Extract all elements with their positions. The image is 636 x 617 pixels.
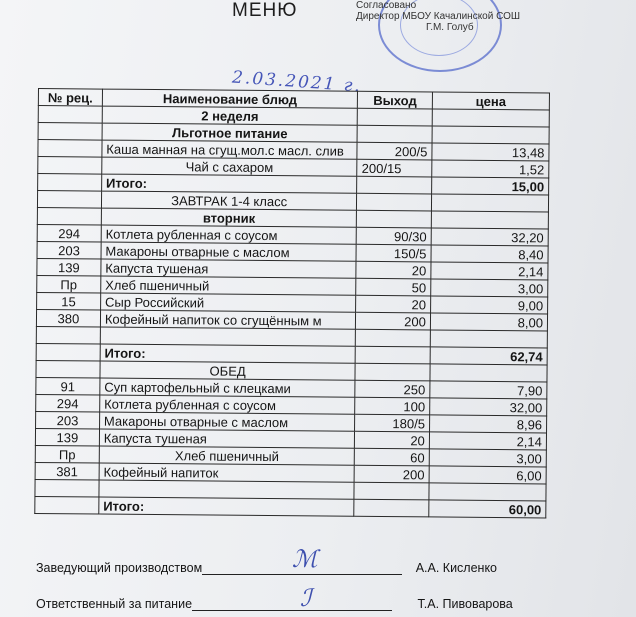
document-title: МЕНЮ: [232, 0, 298, 21]
approval-block: [356, 0, 586, 33]
dish-name: Чай с сахаром: [102, 157, 358, 176]
signature-role: Ответственный за питание: [36, 597, 193, 611]
dish-name: Каша манная на сгущ.мол.с масл. слив: [102, 140, 358, 159]
dish-price: 2,14: [429, 432, 546, 450]
approval-line: Согласовано: [356, 0, 417, 11]
recipe-number: 139: [35, 428, 99, 446]
dish-output: 150/5: [356, 244, 431, 262]
dish-price: 8,96: [429, 415, 546, 433]
dish-price: 7,90: [430, 381, 547, 399]
recipe-number: Пр: [35, 445, 99, 463]
lunch-title: ОБЕД: [100, 361, 356, 380]
dish-output: 90/30: [357, 227, 432, 245]
total-label: Итого:: [100, 344, 356, 363]
dish-name: Макароны отварные с маслом: [99, 412, 355, 431]
dish-name: Кофейный напиток со сгущённым м: [100, 310, 356, 329]
dish-output: 200: [356, 312, 431, 330]
signature-person: А.А. Кисленко: [415, 561, 498, 575]
handwritten-date: 2.03.2021 г.: [231, 67, 363, 97]
col-header-recipe: № рец.: [38, 89, 102, 107]
col-header-name: Наименование блюд: [102, 89, 358, 108]
dish-price: 3,00: [431, 279, 548, 297]
dish-price: 2,14: [431, 262, 548, 280]
signature-line-production: [36, 561, 497, 575]
signature-line-responsible: [36, 597, 513, 611]
dish-price: 3,00: [429, 449, 546, 467]
menu-table: [34, 88, 550, 518]
recipe-number: 294: [36, 394, 100, 412]
handwritten-signature: ℳ: [292, 545, 318, 573]
dish-price: 6,00: [429, 466, 546, 484]
dish-output: 20: [356, 295, 431, 313]
dish-name: Сыр Российский: [100, 293, 356, 312]
dish-price: 8,00: [430, 313, 547, 331]
total-label: Итого:: [99, 497, 355, 516]
dish-name: Котлета рубленная с соусом: [100, 395, 356, 414]
dish-name: Капуста тушеная: [99, 429, 355, 448]
dish-output: 250: [355, 380, 430, 398]
total-value: 60,00: [429, 500, 546, 518]
dish-price: 8,40: [431, 245, 548, 263]
week-label: 2 неделя: [102, 106, 358, 125]
benefit-title: Льготное питание: [102, 123, 358, 142]
dish-output: 200/15: [357, 159, 432, 177]
dish-name: Хлеб пшеничный: [99, 446, 355, 465]
dish-name: Хлеб пшеничный: [101, 276, 357, 295]
recipe-number: 380: [36, 309, 100, 327]
dish-price: 13,48: [432, 143, 549, 161]
approval-line: Директор МБОУ Качалинской СОШ: [356, 11, 521, 22]
signature-role: Заведующий производством: [36, 561, 203, 575]
total-label: Итого:: [101, 174, 357, 193]
col-header-output: Выход: [358, 91, 433, 109]
breakfast-title: ЗАВТРАК 1-4 класс: [101, 191, 357, 210]
dish-output: 50: [356, 278, 431, 296]
dish-price: 1,52: [432, 160, 549, 178]
dish-price: 32,00: [430, 398, 547, 416]
col-header-price: цена: [432, 92, 549, 110]
day-label: вторник: [101, 208, 357, 227]
dish-name: Макароны отварные с маслом: [101, 242, 357, 261]
dish-output: 180/5: [355, 414, 430, 432]
dish-output: 60: [355, 448, 430, 466]
total-value: 15,00: [431, 177, 548, 195]
recipe-number: 203: [37, 241, 101, 259]
recipe-number: 15: [37, 292, 101, 310]
dish-output: 100: [355, 397, 430, 415]
recipe-number: 91: [36, 377, 100, 395]
recipe-number: 381: [35, 462, 99, 480]
table-row: [35, 496, 546, 517]
total-value: 62,74: [430, 347, 547, 365]
dish-name: Капуста тушеная: [101, 259, 357, 278]
recipe-number: 203: [36, 411, 100, 429]
recipe-number: 139: [37, 258, 101, 276]
dish-name: Кофейный напиток: [99, 463, 355, 482]
handwritten-signature: ℐ: [300, 584, 312, 612]
recipe-number: Пр: [37, 275, 101, 293]
dish-output: 200/5: [357, 142, 432, 160]
dish-price: 9,00: [430, 296, 547, 314]
dish-output: 20: [356, 261, 431, 279]
recipe-number: 294: [37, 224, 101, 242]
dish-name: Котлета рубленная с соусом: [101, 225, 357, 244]
signature-person: Т.А. Пивоварова: [417, 597, 513, 611]
dish-output: 200: [354, 465, 429, 483]
approval-line: Г.М. Голуб: [426, 22, 474, 33]
dish-name: Суп картофельный с клецками: [100, 378, 356, 397]
dish-price: 32,20: [431, 228, 548, 246]
dish-output: 20: [355, 431, 430, 449]
